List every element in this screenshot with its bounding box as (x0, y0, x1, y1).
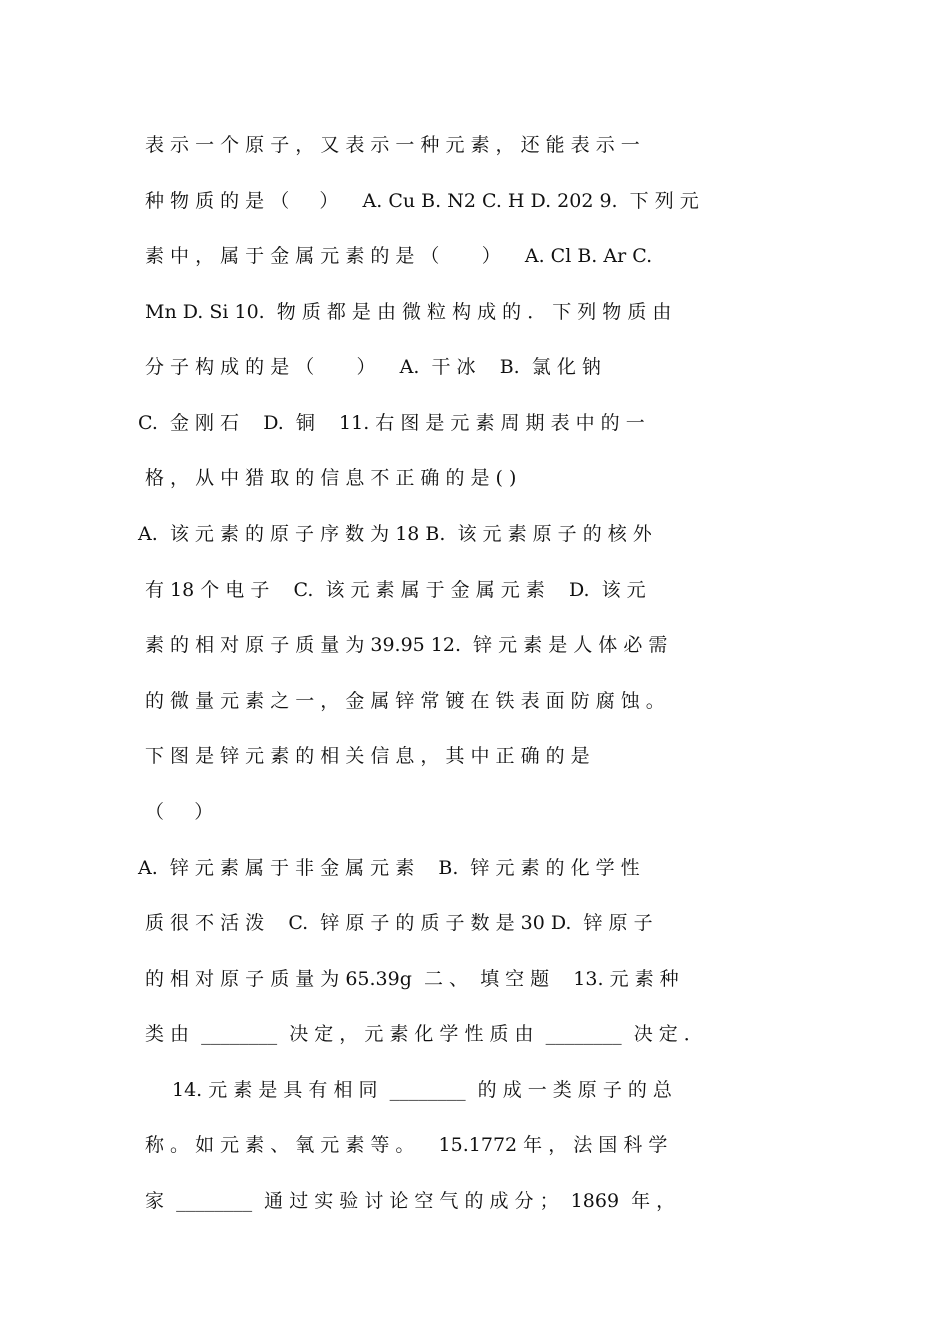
text-line-15 (0, 903, 950, 943)
text-line-20 (0, 1181, 950, 1221)
line-text: 有 18 个 电 子 C. 该 元 素 属 于 金 属 元 素 D. 该 元 (145, 579, 646, 601)
line-text: 类 由 ________ 决 定 ， 元 素 化 学 性 质 由 ________ 决 定 ． (145, 1023, 703, 1045)
text-line-3 (0, 236, 950, 276)
line-text: 表 示 一 个 原 子 ， 又 表 示 一 种 元 素 ， 还 能 表 示 一 (145, 134, 640, 156)
text-line-5 (0, 347, 950, 387)
line-text: 素 中 ， 属 于 金 属 元 素 的 是 （ ） A. Cl B. Ar C. (145, 245, 653, 267)
line-text: 格 ， 从 中 猎 取 的 信 息 不 正 确 的 是 ( ) (145, 467, 517, 489)
text-line-4 (0, 292, 950, 332)
text-line-12 (0, 736, 950, 776)
line-text: 的 微 量 元 素 之 一 ， 金 属 锌 常 镀 在 铁 表 面 防 腐 蚀 。 (145, 690, 665, 712)
text-line-18 (0, 1070, 950, 1110)
text-line-16 (0, 959, 950, 999)
line-text: 家 ________ 通 过 实 验 讨 论 空 气 的 成 分 ； 1869 年 ， (145, 1190, 676, 1212)
line-text: 分 子 构 成 的 是 （ ） A. 干 冰 B. 氯 化 钠 (145, 356, 601, 378)
line-text: 的 相 对 原 子 质 量 为 65.39g 二 、 填 空 题 13. 元 素 种 (145, 968, 679, 990)
line-text: A. 锌 元 素 属 于 非 金 属 元 素 B. 锌 元 素 的 化 学 性 (138, 857, 640, 879)
text-line-7 (0, 458, 950, 498)
text-line-13 (0, 792, 950, 832)
line-text: 称 。 如 元 素 、 氧 元 素 等 。 15.1772 年 ， 法 国 科 学 (145, 1134, 668, 1156)
text-line-9 (0, 570, 950, 610)
line-text: （ ） (145, 801, 214, 823)
text-line-11 (0, 681, 950, 721)
text-line-8 (0, 514, 950, 554)
line-text: A. 该 元 素 的 原 子 序 数 为 18 B. 该 元 素 原 子 的 核 外 (138, 523, 652, 545)
line-text: Mn D. Si 10. 物 质 都 是 由 微 粒 构 成 的 ． 下 列 物 质 由 (145, 301, 672, 323)
text-line-10 (0, 625, 950, 665)
line-text: 种 物 质 的 是 （ ） A. Cu B. N2 C. H D. 202 9. 下 列 元 (145, 190, 699, 212)
line-text: 质 很 不 活 泼 C. 锌 原 子 的 质 子 数 是 30 D. 锌 原 子 (145, 912, 653, 934)
line-text: 14. 元 素 是 具 有 相 同 ________ 的 成 一 类 原 子 的 总 (172, 1079, 672, 1101)
text-line-17 (0, 1014, 950, 1054)
text-line-1 (0, 125, 950, 165)
text-line-19 (0, 1125, 950, 1165)
text-line-14 (0, 848, 950, 888)
line-text: C. 金 刚 石 D. 铜 11. 右 图 是 元 素 周 期 表 中 的 一 (138, 412, 645, 434)
line-text: 素 的 相 对 原 子 质 量 为 39.95 12. 锌 元 素 是 人 体 必 需 (145, 634, 668, 656)
line-text: 下 图 是 锌 元 素 的 相 关 信 息 ， 其 中 正 确 的 是 (145, 745, 590, 767)
text-line-2 (0, 181, 950, 221)
text-line-6 (0, 403, 950, 443)
